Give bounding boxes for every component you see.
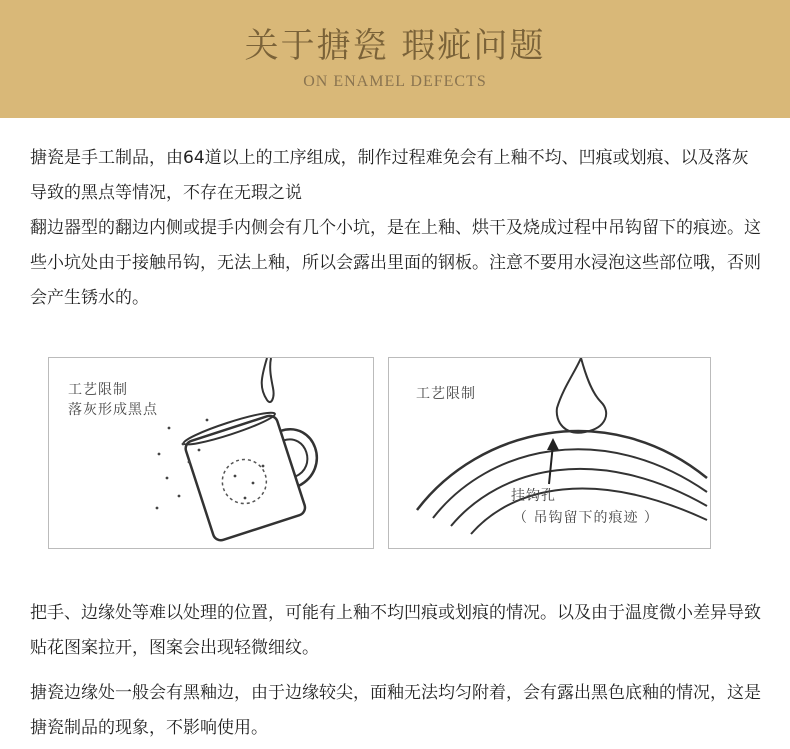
caption-hook-hole: 挂钩孔: [511, 488, 556, 504]
illustration-hook-hole: [388, 357, 711, 549]
page-title: 关于搪瓷 瑕疵问题: [244, 26, 546, 66]
caption-craft-limit: 工艺限制: [416, 386, 476, 402]
caption-dust-spots: 落灰形成黑点: [68, 402, 158, 418]
illustration-dust-spots: [48, 357, 374, 549]
paragraph-defects-intro: 搪瓷是手工制品，由64道以上的工序组成，制作过程难免会有上釉不均、凹痕或划痕、以及落灰导致的黑点等情况，不存在无瑕之说: [30, 148, 749, 203]
paragraph-black-rim: 搪瓷边缘处一般会有黑釉边，由于边缘较尖，面釉无法均匀附着，会有露出黑色底釉的情况，这是搪瓷制品的现象，不影响使用。: [30, 683, 761, 738]
page-subtitle: ON ENAMEL DEFECTS: [303, 73, 487, 90]
caption-craft-limit: 工艺限制: [68, 382, 128, 398]
caption-hook-mark: （ 吊钩留下的痕迹 ）: [513, 510, 659, 526]
paragraph-hook-marks: 翻边器型的翻边内侧或提手内侧会有几个小坑，是在上釉、烘干及烧成过程中吊钩留下的痕迹。这些小坑处由于接触吊钩，无法上釉，所以会露出里面的钢板。注意不要用水浸泡这些部位哦，否则会产生锈水的。: [30, 218, 761, 308]
header-banner: [0, 0, 790, 118]
paragraph-handle-edges: 把手、边缘处等难以处理的位置，可能有上釉不均凹痕或划痕的情况。以及由于温度微小差异导致贴花图案拉开，图案会出现轻微细纹。: [30, 603, 761, 658]
